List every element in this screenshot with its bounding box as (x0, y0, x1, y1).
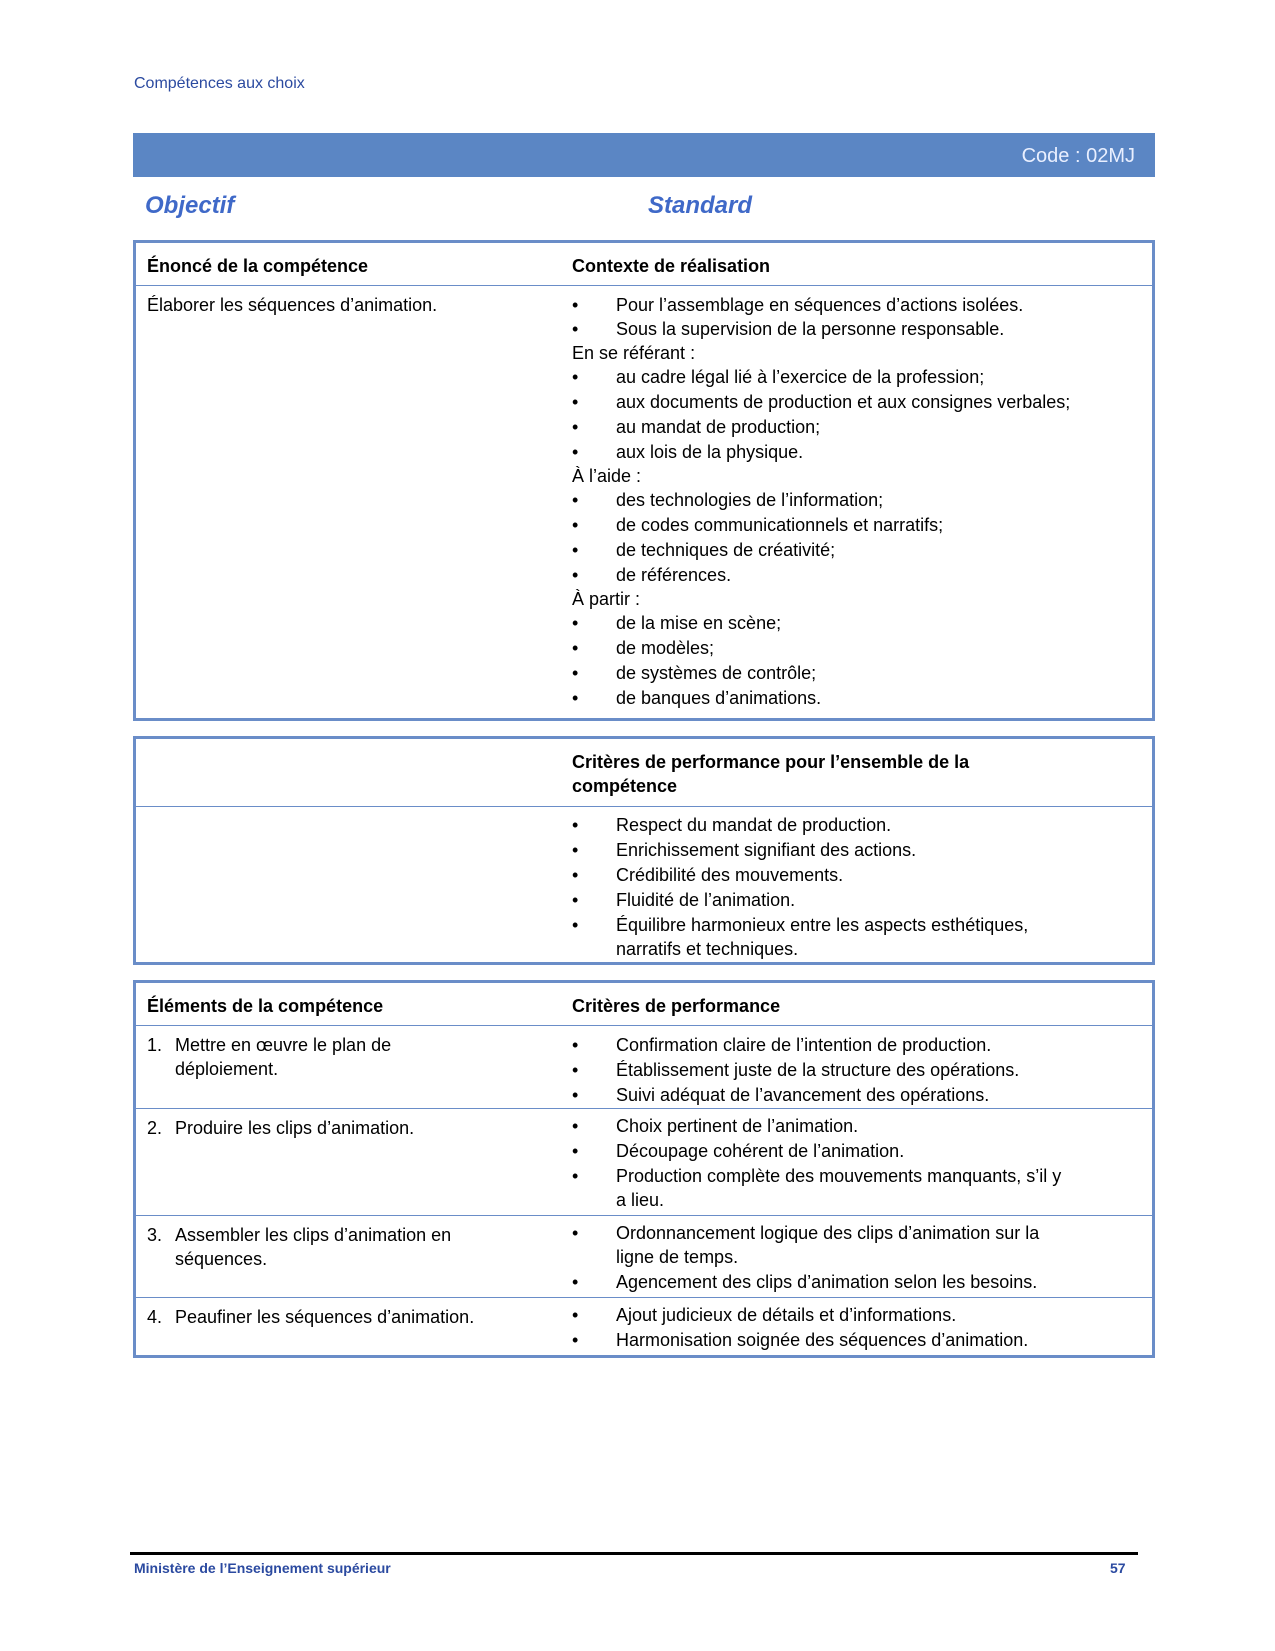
contexte-header: Contexte de réalisation (572, 256, 771, 276)
code-display (1022, 145, 1135, 168)
page-number: 57 (1110, 1560, 1126, 1576)
element-text-line1: Peaufiner les séquences d’animation. (175, 1307, 475, 1327)
footer-rule (130, 1552, 1138, 1555)
criteria-ensemble-header-line1: Critères de performance pour l’ensemble de la (572, 752, 970, 772)
criteres-header: Critères de performance (572, 996, 781, 1016)
bullet-icon: • (572, 1116, 579, 1136)
bullet-icon: • (572, 1060, 579, 1080)
enonce-text: Élaborer les séquences d’animation. (147, 295, 438, 315)
bullet-icon: • (572, 663, 579, 683)
objectif-title: Objectif (145, 192, 235, 219)
table-divider (136, 1215, 1152, 1216)
bullet-icon: • (572, 1085, 579, 1105)
bullet-icon: • (572, 367, 579, 387)
criteria-ensemble-header-line2: compétence (572, 776, 678, 796)
section-title: Compétences aux choix (134, 75, 305, 92)
bullet-icon: • (572, 1035, 579, 1055)
bullet-icon: • (572, 815, 579, 835)
element-text-line2: séquences. (175, 1249, 268, 1269)
element-number: 4. (147, 1307, 163, 1327)
bullet-icon: • (572, 319, 579, 339)
standard-title: Standard (648, 192, 753, 219)
bullet-icon: • (572, 1330, 579, 1350)
bullet-icon: • (572, 638, 579, 658)
code-value: 02MJ (1086, 145, 1135, 167)
bullet-icon: • (572, 840, 579, 860)
element-text-line1: Assembler les clips d’animation en (175, 1225, 452, 1245)
enonce-header: Énoncé de la compétence (147, 256, 369, 276)
list-item-continuation: ligne de temps. (616, 1247, 739, 1267)
footer-ministry: Ministère de l’Enseignement supérieur (134, 1560, 391, 1576)
bullet-icon: • (572, 613, 579, 633)
table-divider (136, 285, 1152, 286)
element-number: 2. (147, 1118, 163, 1138)
a-partir-label: À partir : (572, 589, 641, 609)
bullet-icon: • (572, 540, 579, 560)
bullet-icon: • (572, 565, 579, 585)
table-divider (136, 806, 1152, 807)
element-number: 1. (147, 1035, 163, 1055)
element-text-line1: Produire les clips d’animation. (175, 1118, 415, 1138)
code-label: Code : (1021, 145, 1081, 167)
enonce-table: Énoncé de la compétence Contexte de réalisation Élaborer les séquences d’animation. • Pour l’assemblage en séquences d’actions isolées. • Sous la supervision de la personne responsable. En se référant : • au cadre légal lié à l’exercice de la profession; • aux documents de production et aux consignes verbales; • au mandat de production; • aux lois de la physique. À l’aide : • des technologies de l’information; • de codes communicationnels et narratifs; • de techniques de créativité; • de références. À partir : • de la mise en scène; • de modèles; • de systèmes de contrôle; • de banques d’animations. (133, 240, 1155, 721)
bullet-icon: • (572, 515, 579, 535)
table-divider (136, 1108, 1152, 1109)
criteria-ensemble-table: Critères de performance pour l’ensemble de la compétence • Respect du mandat de production. • Enrichissement signifiant des actions. • Crédibilité des mouvements. • Fluidité de l’animation. • Équilibre harmonieux entre les aspects esthétiques, narratifs et techniques. (133, 736, 1155, 965)
bullet-icon: • (572, 1166, 579, 1186)
bullet-icon: • (572, 417, 579, 437)
bullet-icon: • (572, 1223, 579, 1243)
bullet-icon: • (572, 688, 579, 708)
bullet-icon: • (572, 1141, 579, 1161)
bullet-icon: • (572, 915, 579, 935)
element-text-line2: déploiement. (175, 1059, 279, 1079)
a-laide-label: À l’aide : (572, 466, 642, 486)
bullet-icon: • (572, 295, 579, 315)
elements-header: Éléments de la compétence (147, 996, 384, 1016)
bullet-icon: • (572, 392, 579, 412)
bullet-icon: • (572, 490, 579, 510)
bullet-icon: • (572, 442, 579, 462)
code-band (133, 133, 1155, 177)
table-divider (136, 1297, 1152, 1298)
list-item-continuation: narratifs et techniques. (616, 939, 799, 959)
bullet-icon: • (572, 890, 579, 910)
element-number: 3. (147, 1225, 163, 1245)
en-se-referant-label: En se référant : (572, 343, 696, 363)
table-divider (136, 1025, 1152, 1026)
bullet-icon: • (572, 1305, 579, 1325)
bullet-icon: • (572, 1272, 579, 1292)
bullet-icon: • (572, 865, 579, 885)
element-text-line1: Mettre en œuvre le plan de (175, 1035, 392, 1055)
elements-table: Éléments de la compétence Critères de performance 1. Mettre en œuvre le plan de déploiement. • Confirmation claire de l’intention de production. • Établissement juste de la structure des opérations. • Suivi adéquat de l’avancement des opérations. 2. Produire les clips d’animation. • Choix pertinent de l’animation. • Découpage cohérent de l’animation. • Production complète des mouvements manquants, s’il y a lieu. 3. Assembler les clips d’animation en séquences. • Ordonnancement logique des clips d’animation sur la ligne de temps. • Agencement des clips d’animation selon les besoins. 4. Peaufiner les séquences d’animation. • Ajout judicieux de détails et d’informations. • Harmonisation soignée des séquences d’animation. (133, 980, 1155, 1358)
list-item-continuation: a lieu. (616, 1190, 665, 1210)
